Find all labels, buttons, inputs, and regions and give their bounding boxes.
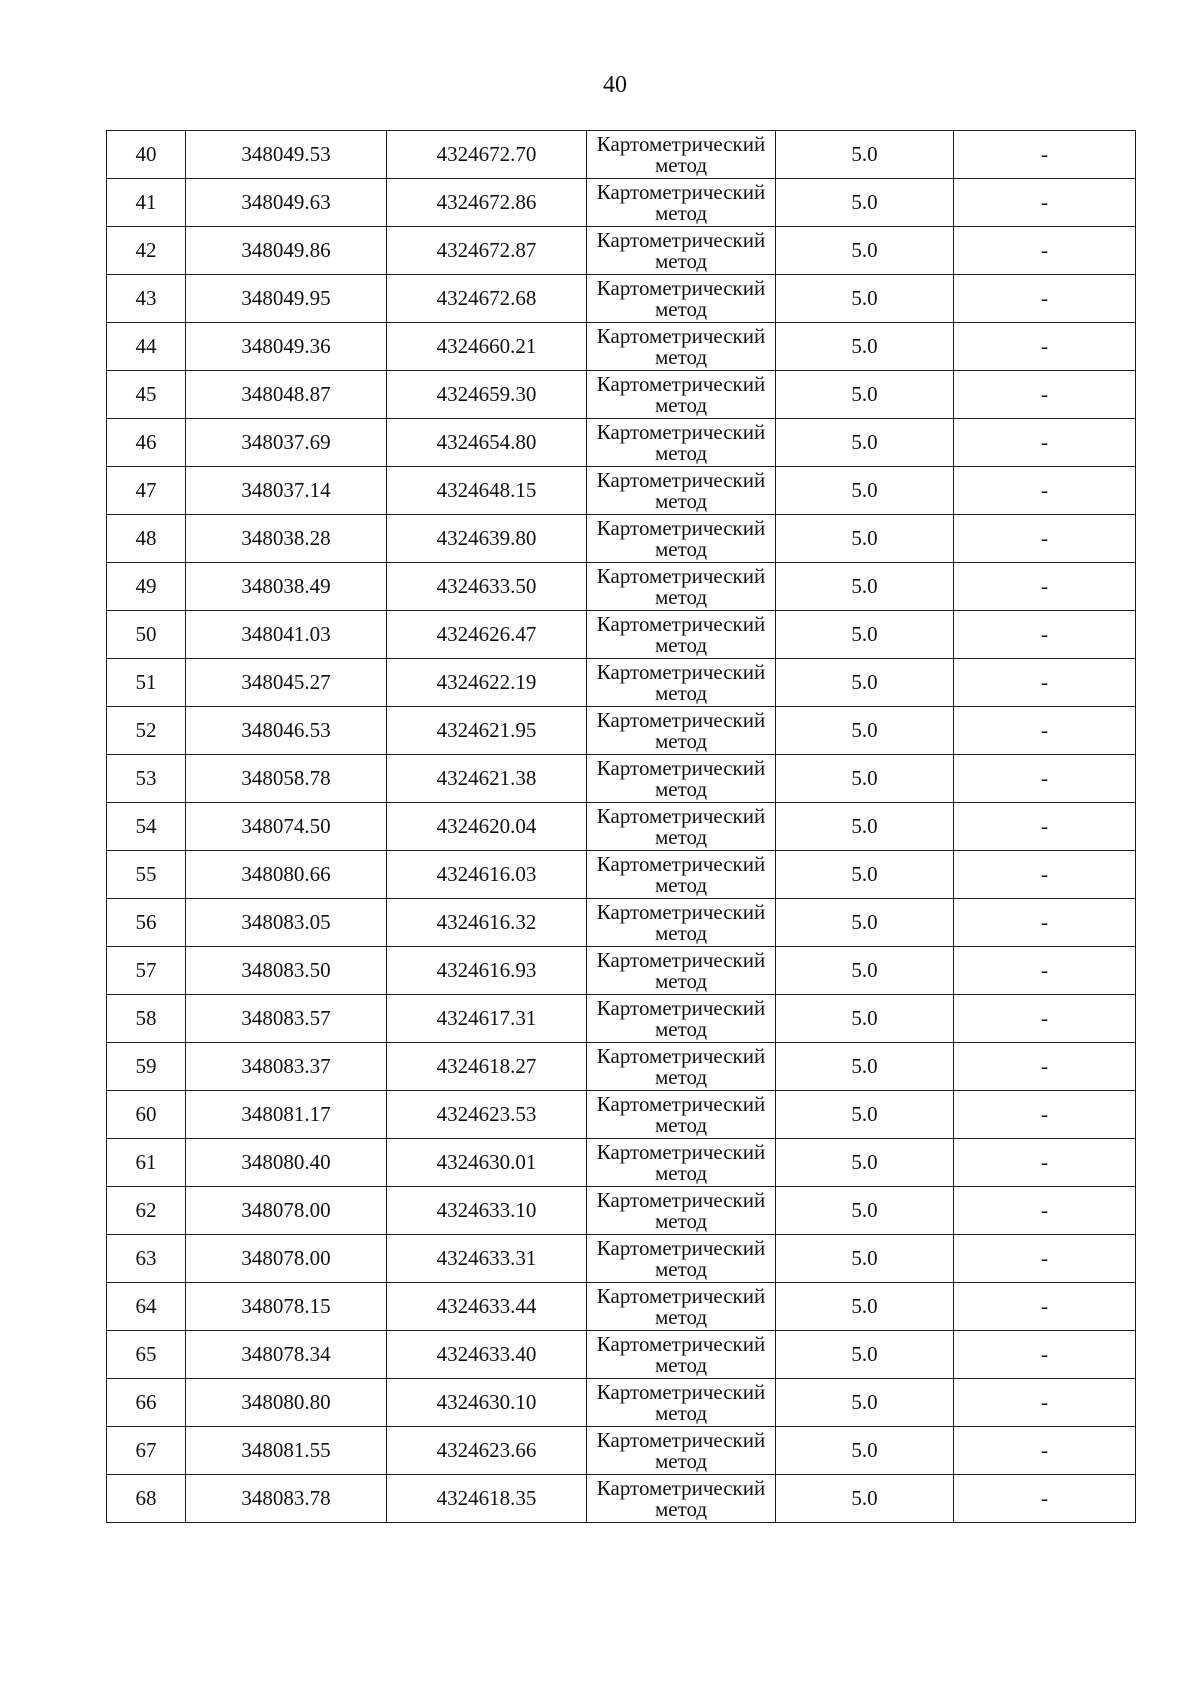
method-cell <box>587 947 776 995</box>
table-row <box>107 803 1136 851</box>
method-text: Картометрический <box>596 1235 766 1260</box>
point-number-cell: 44 <box>107 323 186 371</box>
table-row <box>107 995 1136 1043</box>
accuracy-cell: 5.0 <box>776 467 954 515</box>
method-text: метод <box>654 296 708 321</box>
y-coordinate-cell: 4324623.53 <box>387 1091 587 1139</box>
accuracy-cell: 5.0 <box>776 1379 954 1427</box>
point-number-cell: 58 <box>107 995 186 1043</box>
x-coordinate-cell: 348083.05 <box>186 899 387 947</box>
method-text: метод <box>654 488 708 513</box>
method-text: Картометрический <box>596 515 766 540</box>
table-row <box>107 1187 1136 1235</box>
method-cell <box>587 1475 776 1523</box>
x-coordinate-cell: 348083.57 <box>186 995 387 1043</box>
point-number-cell: 41 <box>107 179 186 227</box>
description-cell: - <box>954 131 1136 179</box>
x-coordinate-cell: 348049.63 <box>186 179 387 227</box>
method-text: Картометрический <box>596 1043 766 1068</box>
point-number-cell: 57 <box>107 947 186 995</box>
x-coordinate-cell: 348037.14 <box>186 467 387 515</box>
point-number-cell: 67 <box>107 1427 186 1475</box>
method-text: Картометрический <box>596 1187 766 1212</box>
x-coordinate-cell: 348049.86 <box>186 227 387 275</box>
table-row <box>107 947 1136 995</box>
description-cell: - <box>954 803 1136 851</box>
method-text: метод <box>654 680 708 705</box>
method-text: метод <box>654 1400 708 1425</box>
y-coordinate-cell: 4324633.31 <box>387 1235 587 1283</box>
point-number-cell: 40 <box>107 131 186 179</box>
x-coordinate-cell: 348038.28 <box>186 515 387 563</box>
table-row <box>107 611 1136 659</box>
method-text: Картометрический <box>596 1475 766 1500</box>
description-cell: - <box>954 1379 1136 1427</box>
description-cell: - <box>954 467 1136 515</box>
y-coordinate-cell: 4324654.80 <box>387 419 587 467</box>
accuracy-cell: 5.0 <box>776 995 954 1043</box>
method-text: метод <box>654 248 708 273</box>
description-cell: - <box>954 227 1136 275</box>
method-cell <box>587 755 776 803</box>
method-cell <box>587 899 776 947</box>
description-cell: - <box>954 1187 1136 1235</box>
y-coordinate-cell: 4324672.87 <box>387 227 587 275</box>
method-text: Картометрический <box>596 1379 766 1404</box>
x-coordinate-cell: 348058.78 <box>186 755 387 803</box>
accuracy-cell: 5.0 <box>776 1235 954 1283</box>
point-number-cell: 63 <box>107 1235 186 1283</box>
method-text: метод <box>654 920 708 945</box>
accuracy-cell: 5.0 <box>776 1187 954 1235</box>
method-text: метод <box>654 584 708 609</box>
description-cell: - <box>954 1043 1136 1091</box>
method-cell <box>587 515 776 563</box>
method-cell <box>587 227 776 275</box>
y-coordinate-cell: 4324616.32 <box>387 899 587 947</box>
table-row <box>107 1283 1136 1331</box>
description-cell: - <box>954 563 1136 611</box>
y-coordinate-cell: 4324633.44 <box>387 1283 587 1331</box>
point-number-cell: 68 <box>107 1475 186 1523</box>
accuracy-cell: 5.0 <box>776 131 954 179</box>
method-text: метод <box>654 200 708 225</box>
accuracy-cell: 5.0 <box>776 1475 954 1523</box>
description-cell: - <box>954 1283 1136 1331</box>
method-cell <box>587 1043 776 1091</box>
method-text: метод <box>654 1208 708 1233</box>
x-coordinate-cell: 348049.95 <box>186 275 387 323</box>
table-row <box>107 1331 1136 1379</box>
y-coordinate-cell: 4324660.21 <box>387 323 587 371</box>
y-coordinate-cell: 4324630.10 <box>387 1379 587 1427</box>
method-text: метод <box>654 1016 708 1041</box>
method-text: Картометрический <box>596 227 766 252</box>
coordinates-table-body <box>107 131 1136 1523</box>
point-number-cell: 53 <box>107 755 186 803</box>
y-coordinate-cell: 4324630.01 <box>387 1139 587 1187</box>
method-text: метод <box>654 344 708 369</box>
point-number-cell: 55 <box>107 851 186 899</box>
method-text: Картометрический <box>596 707 766 732</box>
x-coordinate-cell: 348080.80 <box>186 1379 387 1427</box>
table-row <box>107 179 1136 227</box>
method-cell <box>587 851 776 899</box>
method-cell <box>587 803 776 851</box>
accuracy-cell: 5.0 <box>776 1331 954 1379</box>
method-text: метод <box>654 728 708 753</box>
method-cell <box>587 1139 776 1187</box>
method-cell <box>587 131 776 179</box>
method-text: метод <box>654 1448 708 1473</box>
y-coordinate-cell: 4324616.93 <box>387 947 587 995</box>
y-coordinate-cell: 4324626.47 <box>387 611 587 659</box>
description-cell: - <box>954 179 1136 227</box>
method-text: метод <box>654 536 708 561</box>
method-text: метод <box>654 1304 708 1329</box>
method-text: Картометрический <box>596 419 766 444</box>
y-coordinate-cell: 4324639.80 <box>387 515 587 563</box>
method-cell <box>587 707 776 755</box>
table-row <box>107 227 1136 275</box>
description-cell: - <box>954 371 1136 419</box>
table-row <box>107 659 1136 707</box>
x-coordinate-cell: 348078.15 <box>186 1283 387 1331</box>
x-coordinate-cell: 348080.40 <box>186 1139 387 1187</box>
method-cell <box>587 1283 776 1331</box>
point-number-cell: 52 <box>107 707 186 755</box>
method-text: Картометрический <box>596 1283 766 1308</box>
y-coordinate-cell: 4324617.31 <box>387 995 587 1043</box>
point-number-cell: 64 <box>107 1283 186 1331</box>
description-cell: - <box>954 1427 1136 1475</box>
x-coordinate-cell: 348045.27 <box>186 659 387 707</box>
point-number-cell: 66 <box>107 1379 186 1427</box>
table-row <box>107 1091 1136 1139</box>
table-row <box>107 563 1136 611</box>
x-coordinate-cell: 348078.00 <box>186 1235 387 1283</box>
y-coordinate-cell: 4324618.27 <box>387 1043 587 1091</box>
table-row <box>107 755 1136 803</box>
x-coordinate-cell: 348078.34 <box>186 1331 387 1379</box>
table-row <box>107 851 1136 899</box>
point-number-cell: 47 <box>107 467 186 515</box>
method-text: Картометрический <box>596 611 766 636</box>
coordinates-table <box>106 130 1136 1523</box>
description-cell: - <box>954 851 1136 899</box>
accuracy-cell: 5.0 <box>776 227 954 275</box>
point-number-cell: 61 <box>107 1139 186 1187</box>
y-coordinate-cell: 4324648.15 <box>387 467 587 515</box>
y-coordinate-cell: 4324659.30 <box>387 371 587 419</box>
method-text: Картометрический <box>596 947 766 972</box>
description-cell: - <box>954 1091 1136 1139</box>
method-text: Картометрический <box>596 323 766 348</box>
accuracy-cell: 5.0 <box>776 1139 954 1187</box>
table-row <box>107 899 1136 947</box>
accuracy-cell: 5.0 <box>776 947 954 995</box>
method-cell <box>587 1187 776 1235</box>
y-coordinate-cell: 4324616.03 <box>387 851 587 899</box>
method-text: метод <box>654 632 708 657</box>
point-number-cell: 49 <box>107 563 186 611</box>
table-row <box>107 1427 1136 1475</box>
method-text: метод <box>654 392 708 417</box>
method-cell <box>587 1235 776 1283</box>
accuracy-cell: 5.0 <box>776 1043 954 1091</box>
accuracy-cell: 5.0 <box>776 515 954 563</box>
method-cell <box>587 467 776 515</box>
point-number-cell: 46 <box>107 419 186 467</box>
description-cell: - <box>954 1475 1136 1523</box>
method-cell <box>587 1427 776 1475</box>
method-text: метод <box>654 776 708 801</box>
method-text: Картометрический <box>596 275 766 300</box>
table-row <box>107 515 1136 563</box>
x-coordinate-cell: 348083.50 <box>186 947 387 995</box>
table-row <box>107 371 1136 419</box>
description-cell: - <box>954 755 1136 803</box>
x-coordinate-cell: 348081.17 <box>186 1091 387 1139</box>
x-coordinate-cell: 348041.03 <box>186 611 387 659</box>
method-text: Картометрический <box>596 851 766 876</box>
y-coordinate-cell: 4324623.66 <box>387 1427 587 1475</box>
point-number-cell: 65 <box>107 1331 186 1379</box>
method-text: Картометрический <box>596 1139 766 1164</box>
x-coordinate-cell: 348046.53 <box>186 707 387 755</box>
x-coordinate-cell: 348049.53 <box>186 131 387 179</box>
method-text: Картометрический <box>596 1091 766 1116</box>
description-cell: - <box>954 995 1136 1043</box>
method-cell <box>587 995 776 1043</box>
method-text: метод <box>654 1352 708 1377</box>
table-row <box>107 1475 1136 1523</box>
description-cell: - <box>954 659 1136 707</box>
description-cell: - <box>954 1139 1136 1187</box>
method-cell <box>587 323 776 371</box>
method-text: Картометрический <box>596 803 766 828</box>
method-text: метод <box>654 872 708 897</box>
method-text: Картометрический <box>596 1427 766 1452</box>
x-coordinate-cell: 348083.37 <box>186 1043 387 1091</box>
method-text: метод <box>654 440 708 465</box>
accuracy-cell: 5.0 <box>776 371 954 419</box>
y-coordinate-cell: 4324633.10 <box>387 1187 587 1235</box>
point-number-cell: 62 <box>107 1187 186 1235</box>
y-coordinate-cell: 4324672.68 <box>387 275 587 323</box>
method-text: Картометрический <box>596 467 766 492</box>
method-text: Картометрический <box>596 131 766 156</box>
point-number-cell: 54 <box>107 803 186 851</box>
description-cell: - <box>954 947 1136 995</box>
method-cell <box>587 1379 776 1427</box>
accuracy-cell: 5.0 <box>776 1427 954 1475</box>
point-number-cell: 59 <box>107 1043 186 1091</box>
y-coordinate-cell: 4324633.50 <box>387 563 587 611</box>
method-cell <box>587 1331 776 1379</box>
description-cell: - <box>954 707 1136 755</box>
method-text: метод <box>654 824 708 849</box>
method-text: Картометрический <box>596 995 766 1020</box>
accuracy-cell: 5.0 <box>776 1091 954 1139</box>
point-number-cell: 60 <box>107 1091 186 1139</box>
table-row <box>107 419 1136 467</box>
method-text: метод <box>654 968 708 993</box>
description-cell: - <box>954 899 1136 947</box>
x-coordinate-cell: 348038.49 <box>186 563 387 611</box>
method-cell <box>587 563 776 611</box>
method-text: метод <box>654 1496 708 1521</box>
description-cell: - <box>954 611 1136 659</box>
accuracy-cell: 5.0 <box>776 563 954 611</box>
y-coordinate-cell: 4324618.35 <box>387 1475 587 1523</box>
method-text: Картометрический <box>596 659 766 684</box>
point-number-cell: 42 <box>107 227 186 275</box>
x-coordinate-cell: 348081.55 <box>186 1427 387 1475</box>
table-row <box>107 1379 1136 1427</box>
method-text: метод <box>654 1256 708 1281</box>
method-text: Картометрический <box>596 563 766 588</box>
method-cell <box>587 371 776 419</box>
accuracy-cell: 5.0 <box>776 707 954 755</box>
method-cell <box>587 419 776 467</box>
method-cell <box>587 611 776 659</box>
point-number-cell: 45 <box>107 371 186 419</box>
method-text: Картометрический <box>596 371 766 396</box>
accuracy-cell: 5.0 <box>776 611 954 659</box>
y-coordinate-cell: 4324622.19 <box>387 659 587 707</box>
point-number-cell: 56 <box>107 899 186 947</box>
method-text: Картометрический <box>596 899 766 924</box>
accuracy-cell: 5.0 <box>776 755 954 803</box>
accuracy-cell: 5.0 <box>776 179 954 227</box>
description-cell: - <box>954 1331 1136 1379</box>
table-row <box>107 1139 1136 1187</box>
method-text: Картометрический <box>596 1331 766 1356</box>
y-coordinate-cell: 4324621.38 <box>387 755 587 803</box>
point-number-cell: 50 <box>107 611 186 659</box>
accuracy-cell: 5.0 <box>776 1283 954 1331</box>
y-coordinate-cell: 4324620.04 <box>387 803 587 851</box>
accuracy-cell: 5.0 <box>776 851 954 899</box>
x-coordinate-cell: 348049.36 <box>186 323 387 371</box>
table-row <box>107 467 1136 515</box>
table-row <box>107 707 1136 755</box>
method-text: метод <box>654 152 708 177</box>
x-coordinate-cell: 348078.00 <box>186 1187 387 1235</box>
y-coordinate-cell: 4324633.40 <box>387 1331 587 1379</box>
method-cell <box>587 179 776 227</box>
accuracy-cell: 5.0 <box>776 419 954 467</box>
method-cell <box>587 275 776 323</box>
point-number-cell: 43 <box>107 275 186 323</box>
description-cell: - <box>954 515 1136 563</box>
method-text: Картометрический <box>596 179 766 204</box>
description-cell: - <box>954 323 1136 371</box>
x-coordinate-cell: 348080.66 <box>186 851 387 899</box>
accuracy-cell: 5.0 <box>776 323 954 371</box>
method-text: метод <box>654 1160 708 1185</box>
point-number-cell: 51 <box>107 659 186 707</box>
point-number-cell: 48 <box>107 515 186 563</box>
description-cell: - <box>954 1235 1136 1283</box>
y-coordinate-cell: 4324672.86 <box>387 179 587 227</box>
accuracy-cell: 5.0 <box>776 275 954 323</box>
table-row <box>107 323 1136 371</box>
accuracy-cell: 5.0 <box>776 803 954 851</box>
method-text: Картометрический <box>596 755 766 780</box>
table-row <box>107 1043 1136 1091</box>
y-coordinate-cell: 4324621.95 <box>387 707 587 755</box>
method-cell <box>587 659 776 707</box>
x-coordinate-cell: 348083.78 <box>186 1475 387 1523</box>
page-number: 40 <box>603 72 627 98</box>
description-cell: - <box>954 419 1136 467</box>
x-coordinate-cell: 348037.69 <box>186 419 387 467</box>
description-cell: - <box>954 275 1136 323</box>
table-row <box>107 275 1136 323</box>
x-coordinate-cell: 348074.50 <box>186 803 387 851</box>
method-text: метод <box>654 1112 708 1137</box>
table-row <box>107 1235 1136 1283</box>
accuracy-cell: 5.0 <box>776 659 954 707</box>
y-coordinate-cell: 4324672.70 <box>387 131 587 179</box>
x-coordinate-cell: 348048.87 <box>186 371 387 419</box>
method-cell <box>587 1091 776 1139</box>
accuracy-cell: 5.0 <box>776 899 954 947</box>
method-text: метод <box>654 1064 708 1089</box>
table-row <box>107 131 1136 179</box>
